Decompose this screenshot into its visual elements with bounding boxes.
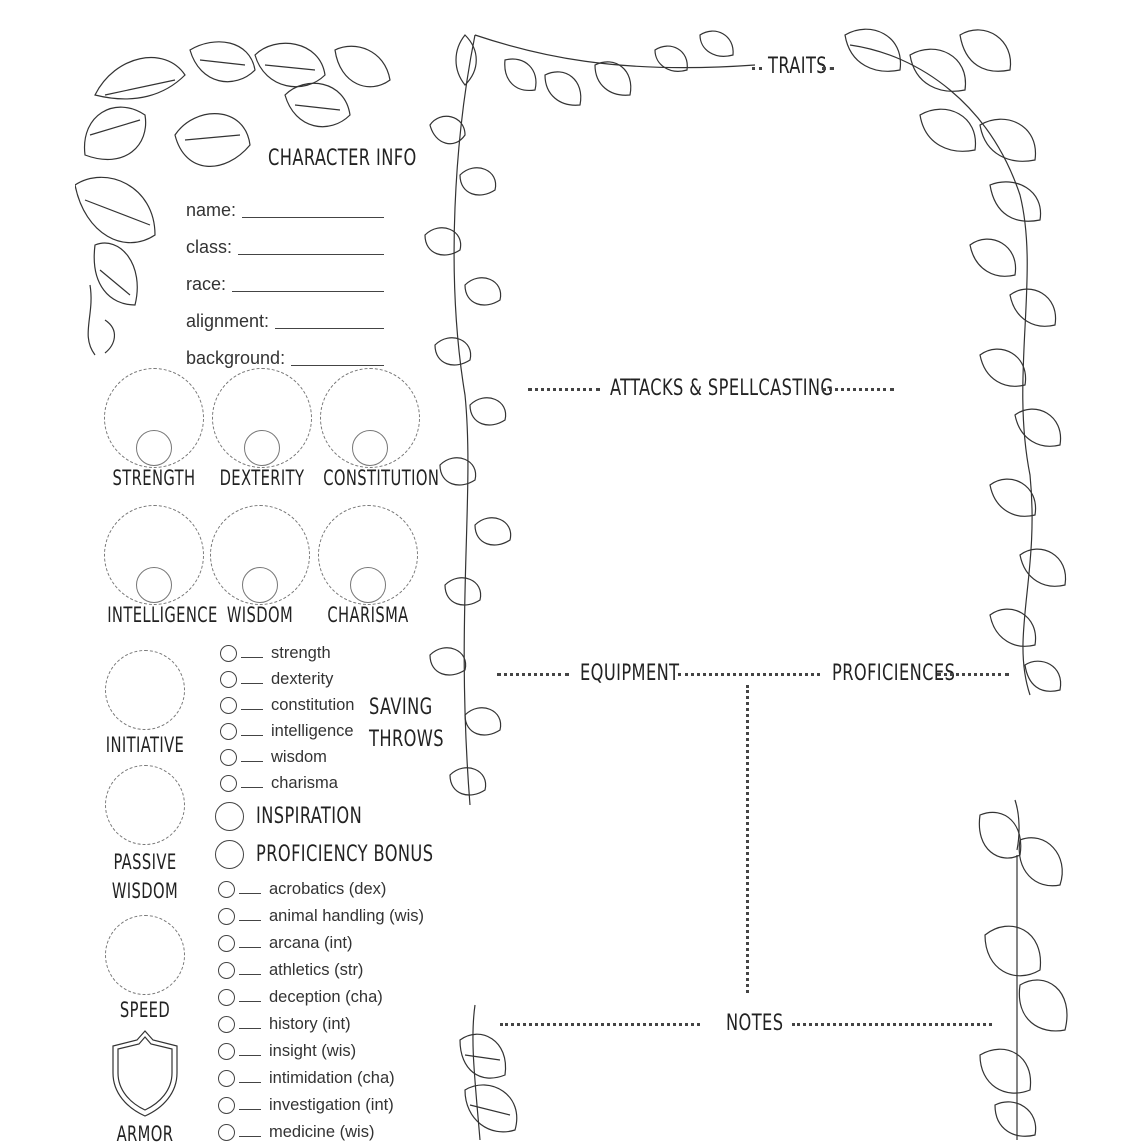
class-line[interactable] [238, 254, 384, 255]
proficiency-radio[interactable] [218, 1124, 235, 1141]
character-info-title: CHARACTER INFO [268, 146, 417, 171]
saving-throw-label: charisma [271, 773, 338, 792]
attacks-dots-right [822, 388, 894, 391]
proficiency-radio[interactable] [220, 775, 237, 792]
pothos-vine-icon [840, 15, 1080, 705]
inspiration-label: INSPIRATION [256, 804, 363, 829]
saving-throw-label: constitution [271, 695, 355, 714]
ability-label: DEXTERITY [219, 466, 305, 490]
initiative-circle[interactable] [105, 650, 185, 730]
ability-label: CONSTITUTION [323, 466, 440, 490]
proficiency-radio[interactable] [218, 1070, 235, 1087]
passive-wisdom-circle[interactable] [105, 765, 185, 845]
saving-throw-row[interactable] [220, 718, 354, 744]
modifier-blank[interactable] [241, 657, 263, 658]
ability-strength [104, 368, 204, 498]
notes-dots-left [500, 1023, 700, 1026]
skill-row[interactable] [218, 1011, 424, 1038]
modifier-blank[interactable] [239, 947, 261, 948]
background-line[interactable] [291, 365, 384, 366]
skills-list [218, 876, 424, 1146]
saving-throw-row[interactable] [220, 640, 354, 666]
character-info-fields [186, 192, 386, 377]
equipment-divider [746, 685, 749, 993]
skill-row[interactable] [218, 876, 424, 903]
proficiency-radio[interactable] [220, 671, 237, 688]
skill-row[interactable] [218, 930, 424, 957]
modifier-blank[interactable] [239, 974, 261, 975]
skill-row[interactable] [218, 1092, 424, 1119]
proficiency-bonus-label: PROFICIENCY BONUS [256, 842, 434, 867]
pothos-vine-icon [415, 15, 760, 820]
alignment-line[interactable] [275, 328, 384, 329]
skill-row[interactable] [218, 903, 424, 930]
proficiency-radio[interactable] [218, 1016, 235, 1033]
modifier-blank[interactable] [241, 735, 263, 736]
ability-constitution [320, 368, 440, 498]
ability-label: WISDOM [226, 603, 294, 627]
skill-row[interactable] [218, 1038, 424, 1065]
skill-label: history (int) [269, 1015, 351, 1033]
saving-throw-row[interactable] [220, 666, 354, 692]
ability-label: INTELLIGENCE [107, 603, 218, 627]
proficiencies-title: PROFICIENCES [832, 661, 956, 686]
modifier-blank[interactable] [239, 1136, 261, 1137]
anthurium-flower-icon [965, 795, 1080, 1140]
modifier-blank[interactable] [241, 787, 263, 788]
skill-row[interactable] [218, 957, 424, 984]
notes-dots-right [792, 1023, 992, 1026]
proficiency-bonus-row[interactable] [215, 840, 472, 869]
name-label: name: [186, 200, 237, 220]
saving-throw-label: dexterity [271, 669, 334, 688]
initiative-label: INITIATIVE [105, 733, 185, 757]
modifier-blank[interactable] [239, 893, 261, 894]
ability-modifier-circle[interactable] [352, 430, 388, 466]
ability-modifier-circle[interactable] [244, 430, 280, 466]
proficiency-radio[interactable] [218, 881, 235, 898]
proficiencies-dots-right [937, 673, 1009, 676]
proficiency-radio[interactable] [218, 1097, 235, 1114]
ability-intelligence [104, 505, 218, 635]
modifier-blank[interactable] [239, 1001, 261, 1002]
speed-circle[interactable] [105, 915, 185, 995]
ability-wisdom [210, 505, 310, 635]
saving-throw-row[interactable] [220, 744, 354, 770]
skill-label: athletics (str) [269, 961, 364, 979]
modifier-blank[interactable] [241, 761, 263, 762]
saving-throw-row[interactable] [220, 770, 354, 796]
ability-charisma [318, 505, 418, 635]
proficiency-radio[interactable] [220, 723, 237, 740]
equipment-title: EQUIPMENT [580, 661, 680, 686]
saving-throws-title-1: SAVING [369, 695, 433, 720]
modifier-blank[interactable] [241, 709, 263, 710]
equipment-dots-left [497, 673, 569, 676]
ability-modifier-circle[interactable] [136, 567, 172, 603]
ability-modifier-circle[interactable] [242, 567, 278, 603]
saving-throw-label: intelligence [271, 721, 354, 740]
attacks-dots-left [528, 388, 600, 391]
saving-throws-title-2: THROWS [369, 727, 444, 752]
ability-label: STRENGTH [112, 466, 196, 490]
traits-dots-right [822, 67, 834, 70]
skill-label: intimidation (cha) [269, 1069, 395, 1087]
passive-wisdom-label-2: WISDOM [111, 879, 179, 903]
inspiration-row[interactable] [215, 802, 385, 831]
name-line[interactable] [242, 217, 384, 218]
modifier-blank[interactable] [239, 1028, 261, 1029]
race-line[interactable] [232, 291, 384, 292]
attacks-title: ATTACKS & SPELLCASTING [610, 376, 834, 401]
inspiration-circle[interactable] [215, 802, 244, 831]
ability-dexterity [212, 368, 312, 498]
modifier-blank[interactable] [239, 920, 261, 921]
skill-label: deception (cha) [269, 988, 383, 1006]
proficiency-radio[interactable] [218, 1043, 235, 1060]
proficiency-radio[interactable] [218, 935, 235, 952]
name-field[interactable] [186, 192, 386, 229]
skill-row[interactable] [218, 1119, 424, 1146]
skill-label: medicine (wis) [269, 1123, 375, 1141]
modifier-blank[interactable] [239, 1055, 261, 1056]
race-field[interactable] [186, 266, 386, 303]
saving-throws-list [220, 640, 354, 796]
alignment-label: alignment: [186, 311, 270, 331]
background-label: background: [186, 348, 286, 368]
class-label: class: [186, 237, 233, 257]
modifier-blank[interactable] [241, 683, 263, 684]
proficiency-bonus-circle[interactable] [215, 840, 244, 869]
traits-dots-left [752, 67, 762, 70]
proficiency-radio[interactable] [218, 908, 235, 925]
skill-label: investigation (int) [269, 1096, 394, 1114]
skill-label: insight (wis) [269, 1042, 357, 1060]
proficiency-radio[interactable] [220, 749, 237, 766]
skill-row[interactable] [218, 1065, 424, 1092]
modifier-blank[interactable] [239, 1109, 261, 1110]
proficiency-radio[interactable] [218, 962, 235, 979]
ability-label: CHARISMA [327, 603, 409, 627]
proficiency-radio[interactable] [220, 697, 237, 714]
shield-icon[interactable] [105, 1028, 185, 1118]
race-label: race: [186, 274, 227, 294]
skill-row[interactable] [218, 984, 424, 1011]
passive-wisdom-label-1: PASSIVE [113, 850, 177, 874]
saving-throw-label: wisdom [271, 747, 327, 766]
speed-label: SPEED [119, 998, 171, 1022]
skill-label: animal handling (wis) [269, 907, 424, 925]
notes-title: NOTES [726, 1011, 784, 1036]
proficiency-radio[interactable] [218, 989, 235, 1006]
ability-modifier-circle[interactable] [350, 567, 386, 603]
alignment-field[interactable] [186, 303, 386, 340]
ability-modifier-circle[interactable] [136, 430, 172, 466]
saving-throw-label: strength [271, 643, 331, 662]
monstera-leaves-icon [455, 1000, 535, 1140]
skill-label: acrobatics (dex) [269, 880, 387, 898]
skill-label: arcana (int) [269, 934, 353, 952]
modifier-blank[interactable] [239, 1082, 261, 1083]
equipment-dots-right [678, 673, 820, 676]
class-field[interactable] [186, 229, 386, 266]
saving-throw-row[interactable] [220, 692, 354, 718]
proficiency-radio[interactable] [220, 645, 237, 662]
armor-label: ARMOR [116, 1122, 174, 1146]
traits-title: TRAITS [768, 54, 828, 79]
